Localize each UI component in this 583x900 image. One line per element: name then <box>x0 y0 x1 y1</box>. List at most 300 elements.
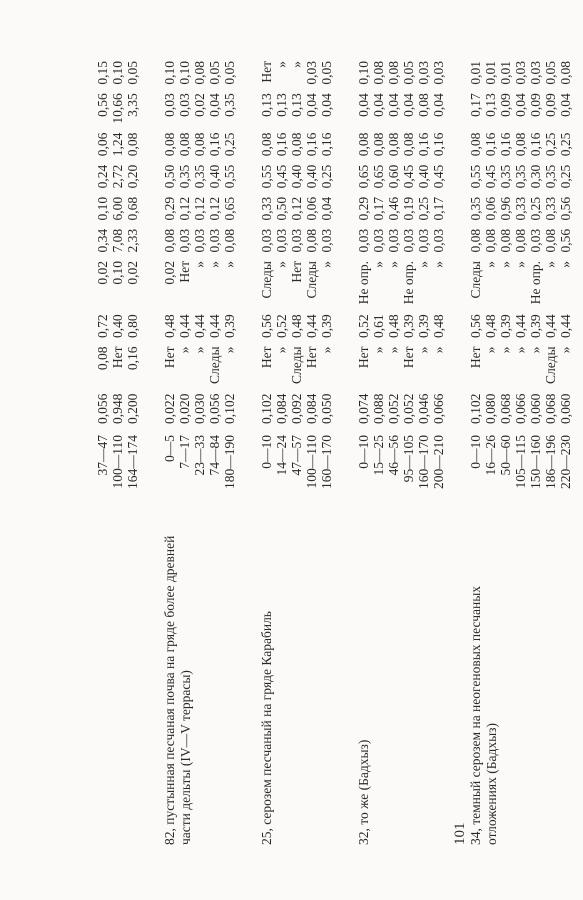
cell-value: » <box>274 61 289 68</box>
value-cell <box>237 255 334 308</box>
cell-value: 0,52 <box>356 314 371 338</box>
cell-value: 0,16 <box>274 132 289 157</box>
cell-value: 0,03 <box>259 228 274 253</box>
cell-value: 0,046 <box>416 393 431 424</box>
cell-value: 0,03 <box>528 228 543 253</box>
page-number: 101 <box>452 822 468 845</box>
cell-value: Не опр. <box>401 261 416 305</box>
cell-value: 0,35 <box>222 93 237 117</box>
cell-value: » <box>222 261 237 268</box>
value-cell <box>140 55 237 87</box>
value-cell <box>140 388 237 427</box>
cell-value: 0,17 <box>371 196 386 221</box>
cell-value: 0,052 <box>401 393 416 424</box>
cell-value: 0,19 <box>401 196 416 221</box>
cell-value: 0,16 <box>431 132 446 157</box>
cell-value: 0,39 <box>319 314 334 338</box>
value-cell <box>446 388 573 427</box>
cell-value: 0,16 <box>125 346 140 371</box>
cell-value: 0,084 <box>304 393 319 424</box>
cell-value: 1,24 <box>110 132 125 157</box>
cell-value: 2,72 <box>110 164 125 189</box>
table-row <box>140 55 237 845</box>
cell-value: 0,01 <box>468 61 483 85</box>
cell-value: 0,12 <box>177 196 192 221</box>
value-cell <box>446 191 573 223</box>
cell-value: 0,16 <box>319 132 334 157</box>
cell-value: 0,16 <box>498 132 513 157</box>
cell-value: 0,39 <box>401 314 416 338</box>
cell-value: 0,10 <box>110 261 125 285</box>
value-cell <box>446 159 573 191</box>
cell-value: 0,08 <box>356 132 371 157</box>
cell-value: 0,34 <box>95 228 110 253</box>
cell-value: 6,00 <box>110 196 125 221</box>
depth-value: 150—160 <box>528 435 543 489</box>
cell-value: 0,060 <box>558 393 573 424</box>
cell-value: 0,24 <box>95 164 110 189</box>
depth-value: 0—10 <box>356 435 371 469</box>
cell-value: Нет <box>468 346 483 369</box>
cell-value: Нет <box>259 61 274 83</box>
cell-value: 0,25 <box>558 164 573 189</box>
depth-value: 50—60 <box>498 435 513 476</box>
depth-value: 160—170 <box>416 435 431 489</box>
cell-value: 0,03 <box>177 93 192 117</box>
cell-value: 0,35 <box>498 164 513 189</box>
cell-value: 0,72 <box>95 314 110 338</box>
value-cell <box>237 388 334 427</box>
depth-value: 105—115 <box>513 435 528 489</box>
value-cell <box>95 308 140 340</box>
depth-cell <box>140 427 237 511</box>
cell-value: 0,13 <box>274 93 289 117</box>
value-cell <box>237 127 334 159</box>
cell-value: 0,08 <box>95 346 110 371</box>
value-cell <box>237 191 334 223</box>
depth-value: 186—196 <box>543 435 558 489</box>
depth-value: 200—210 <box>431 435 446 489</box>
cell-value: » <box>222 346 237 354</box>
cell-value: 0,80 <box>125 314 140 338</box>
value-cell <box>140 159 237 191</box>
cell-value: 0,022 <box>162 393 177 424</box>
depth-value: 74—84 <box>207 435 222 476</box>
cell-value: 0,44 <box>304 314 319 338</box>
cell-value: 0,56 <box>468 314 483 338</box>
cell-value: 0,10 <box>110 61 125 85</box>
cell-value: 0,05 <box>207 61 222 85</box>
depth-value: 160—170 <box>319 435 334 489</box>
value-cell <box>237 223 334 255</box>
depth-value: 220—230 <box>558 435 573 489</box>
cell-value: 0,05 <box>222 61 237 85</box>
cell-value: 0,102 <box>468 393 483 424</box>
depth-value: 46—56 <box>386 435 401 476</box>
cell-value: 0,03 <box>319 228 334 253</box>
cell-value: 0,25 <box>558 132 573 157</box>
cell-value: 0,12 <box>207 196 222 221</box>
value-cell <box>334 55 446 87</box>
cell-value: 0,03 <box>274 228 289 253</box>
cell-value: » <box>543 261 558 268</box>
table-row <box>95 55 140 845</box>
value-cell <box>237 87 334 126</box>
cell-value: 0,102 <box>222 393 237 424</box>
cell-value: 0,056 <box>207 393 222 424</box>
cell-value: » <box>319 261 334 268</box>
cell-value: » <box>386 261 401 268</box>
cell-value: » <box>558 261 573 268</box>
depth-value: 23—33 <box>192 435 207 476</box>
cell-value: 0,40 <box>304 164 319 189</box>
value-cell <box>95 340 140 387</box>
table-row <box>446 55 573 845</box>
cell-value: 0,08 <box>289 132 304 157</box>
depth-value: 0—5 <box>162 435 177 462</box>
depth-value: 0—10 <box>259 435 274 469</box>
cell-value: 0,25 <box>222 132 237 157</box>
depth-cell <box>237 427 334 511</box>
cell-value: 0,50 <box>274 196 289 221</box>
cell-value: 0,44 <box>543 314 558 338</box>
value-cell <box>446 340 573 387</box>
cell-value: 0,020 <box>177 393 192 424</box>
value-cell <box>334 255 446 308</box>
cell-value: 0,25 <box>543 132 558 157</box>
cell-value: 0,05 <box>125 61 140 85</box>
cell-value: 0,08 <box>371 61 386 85</box>
cell-value: 0,13 <box>259 93 274 117</box>
value-cell <box>140 87 237 126</box>
cell-value: 0,65 <box>356 164 371 189</box>
cell-value: 0,03 <box>416 228 431 253</box>
cell-value: 0,03 <box>177 228 192 253</box>
cell-value: 0,03 <box>431 228 446 253</box>
cell-value: 0,20 <box>125 164 140 189</box>
cell-value: 0,45 <box>401 164 416 189</box>
cell-value: » <box>483 261 498 268</box>
value-cell <box>334 308 446 340</box>
cell-value: 0,16 <box>304 132 319 157</box>
cell-value: 0,08 <box>416 93 431 117</box>
cell-value: 0,068 <box>498 393 513 424</box>
cell-value: 0,45 <box>431 164 446 189</box>
cell-value: » <box>483 346 498 354</box>
soil-description: 32, то же (Бадхыз) <box>356 739 371 845</box>
cell-value: 0,08 <box>177 132 192 157</box>
cell-value: 0,02 <box>125 261 140 285</box>
cell-value: 0,08 <box>543 228 558 253</box>
cell-value: 0,03 <box>386 228 401 253</box>
cell-value: 0,17 <box>468 93 483 117</box>
cell-value: 0,04 <box>558 93 573 117</box>
cell-value: 0,08 <box>125 132 140 157</box>
value-cell <box>237 55 334 87</box>
cell-value: Нет <box>177 261 192 283</box>
cell-value: 0,066 <box>513 393 528 424</box>
cell-value: 0,08 <box>192 61 207 85</box>
cell-value: 0,45 <box>274 164 289 189</box>
cell-value: 0,08 <box>162 132 177 157</box>
analysis-table <box>95 55 573 845</box>
cell-value: Нет <box>259 346 274 369</box>
cell-value: 0,03 <box>513 61 528 85</box>
value-cell <box>446 308 573 340</box>
cell-value: 0,08 <box>513 132 528 157</box>
depth-value: 15—25 <box>371 435 386 476</box>
cell-value: 0,55 <box>222 164 237 189</box>
cell-value: Нет <box>304 346 319 369</box>
cell-value: » <box>319 346 334 354</box>
cell-value: Нет <box>289 261 304 283</box>
cell-value: » <box>274 346 289 354</box>
value-cell <box>334 388 446 427</box>
cell-value: 0,08 <box>558 61 573 85</box>
cell-value: Следы <box>289 346 304 384</box>
cell-value: 0,08 <box>401 132 416 157</box>
value-cell <box>95 159 140 191</box>
cell-value: 0,39 <box>498 314 513 338</box>
cell-value: 0,068 <box>543 393 558 424</box>
cell-value: » <box>416 346 431 354</box>
cell-value: 0,03 <box>371 228 386 253</box>
cell-value: 0,35 <box>513 164 528 189</box>
cell-value: 0,35 <box>468 196 483 221</box>
cell-value: Нет <box>110 346 125 369</box>
cell-value: Следы <box>259 261 274 299</box>
cell-value: 0,05 <box>543 61 558 85</box>
cell-value: 0,25 <box>416 196 431 221</box>
cell-value: 0,04 <box>371 93 386 117</box>
cell-value: 0,08 <box>259 132 274 157</box>
cell-value: 0,33 <box>543 196 558 221</box>
cell-value: 0,948 <box>110 393 125 424</box>
cell-value: 0,200 <box>125 393 140 424</box>
cell-value: 0,33 <box>513 196 528 221</box>
cell-value: 0,080 <box>483 393 498 424</box>
cell-value: 0,52 <box>274 314 289 338</box>
cell-value: 0,15 <box>95 61 110 85</box>
cell-value: » <box>274 261 289 268</box>
cell-value: Нет <box>162 346 177 369</box>
cell-value: 0,48 <box>162 314 177 338</box>
cell-value: 0,35 <box>543 164 558 189</box>
depth-value: 16—26 <box>483 435 498 476</box>
cell-value: 0,35 <box>177 164 192 189</box>
value-cell <box>237 340 334 387</box>
depth-value: 47—57 <box>289 435 304 476</box>
depth-cell <box>95 427 140 511</box>
value-cell <box>334 223 446 255</box>
cell-value: » <box>558 346 573 354</box>
cell-value: 0,68 <box>125 196 140 221</box>
cell-value: 0,12 <box>192 196 207 221</box>
cell-value: 0,25 <box>319 164 334 189</box>
cell-value: 0,04 <box>401 93 416 117</box>
cell-value: 0,39 <box>222 314 237 338</box>
cell-value: » <box>513 346 528 354</box>
cell-value: 0,44 <box>177 314 192 338</box>
cell-value: 0,10 <box>177 61 192 85</box>
cell-value: 0,45 <box>483 164 498 189</box>
cell-value: » <box>498 261 513 268</box>
value-cell <box>95 223 140 255</box>
cell-value: 0,25 <box>528 196 543 221</box>
cell-value: » <box>416 261 431 268</box>
cell-value: 0,40 <box>289 164 304 189</box>
value-cell <box>140 127 237 159</box>
cell-value: 0,074 <box>356 393 371 424</box>
cell-value: 0,03 <box>304 61 319 85</box>
cell-value: 0,44 <box>192 314 207 338</box>
cell-value: 0,08 <box>222 228 237 253</box>
cell-value: 0,35 <box>192 164 207 189</box>
cell-value: 0,48 <box>386 314 401 338</box>
cell-value: 0,066 <box>431 393 446 424</box>
cell-value: 0,05 <box>319 61 334 85</box>
cell-value: 0,08 <box>498 228 513 253</box>
cell-value: 0,102 <box>259 393 274 424</box>
cell-value: 0,05 <box>401 61 416 85</box>
cell-value: 0,08 <box>192 132 207 157</box>
value-cell <box>334 127 446 159</box>
depth-value: 180—190 <box>222 435 237 489</box>
cell-value: 0,06 <box>95 132 110 157</box>
cell-value: 0,08 <box>371 132 386 157</box>
value-cell <box>446 223 573 255</box>
cell-value: 0,06 <box>304 196 319 221</box>
cell-value: 0,03 <box>207 228 222 253</box>
cell-value: 0,39 <box>528 314 543 338</box>
cell-value: 0,16 <box>528 132 543 157</box>
depth-value: 100—110 <box>110 435 125 489</box>
cell-value: 0,03 <box>528 61 543 85</box>
value-cell <box>140 308 237 340</box>
cell-value: 0,40 <box>416 164 431 189</box>
value-cell <box>334 159 446 191</box>
cell-value: 0,48 <box>483 314 498 338</box>
cell-value: Нет <box>356 346 371 369</box>
cell-value: 0,056 <box>95 393 110 424</box>
cell-value: 0,48 <box>431 314 446 338</box>
cell-value: 0,50 <box>162 164 177 189</box>
cell-value: 0,61 <box>371 314 386 338</box>
cell-value: 0,55 <box>259 164 274 189</box>
depth-value: 95—105 <box>401 435 416 483</box>
cell-value: Следы <box>207 346 222 384</box>
cell-value: 0,03 <box>416 61 431 85</box>
value-cell <box>446 127 573 159</box>
cell-value: 0,65 <box>371 164 386 189</box>
value-cell <box>140 255 237 308</box>
cell-value: » <box>207 261 222 268</box>
cell-value: 0,09 <box>528 93 543 117</box>
cell-value: 0,16 <box>207 132 222 157</box>
value-cell <box>95 55 140 87</box>
cell-value: 0,56 <box>558 228 573 253</box>
cell-value: 0,55 <box>468 164 483 189</box>
cell-value: 7,08 <box>110 228 125 253</box>
cell-value: 0,08 <box>468 132 483 157</box>
depth-value: 0—10 <box>468 435 483 469</box>
cell-value: Не опр. <box>356 261 371 305</box>
cell-value: 0,08 <box>304 228 319 253</box>
cell-value: » <box>386 346 401 354</box>
value-cell <box>95 127 140 159</box>
cell-value: 0,56 <box>558 196 573 221</box>
cell-value: » <box>513 261 528 268</box>
cell-value: Следы <box>468 261 483 299</box>
cell-value: 0,13 <box>483 93 498 117</box>
cell-value: 0,10 <box>162 61 177 85</box>
cell-value: » <box>498 346 513 354</box>
value-cell <box>140 191 237 223</box>
soil-description: 82, пустынная песчаная почва на гряде более древней части дельты (IV—V террасы) <box>162 535 193 845</box>
cell-value: 0,60 <box>386 164 401 189</box>
depth-cell <box>446 427 573 511</box>
cell-value: Нет <box>401 346 416 369</box>
cell-value: » <box>192 346 207 354</box>
cell-value: 0,052 <box>386 393 401 424</box>
cell-value: 0,08 <box>513 228 528 253</box>
cell-value: 0,04 <box>386 93 401 117</box>
table-row <box>334 55 446 845</box>
cell-value: 0,08 <box>483 228 498 253</box>
cell-value: 0,03 <box>162 93 177 117</box>
cell-value: 0,16 <box>483 132 498 157</box>
cell-value: 0,03 <box>289 228 304 253</box>
cell-value: 0,088 <box>371 393 386 424</box>
cell-value: 0,01 <box>483 61 498 85</box>
cell-value: » <box>192 261 207 268</box>
cell-value: 0,03 <box>401 228 416 253</box>
cell-value: 0,09 <box>498 93 513 117</box>
value-cell <box>95 191 140 223</box>
cell-value: 0,08 <box>386 132 401 157</box>
cell-value: 0,10 <box>356 61 371 85</box>
depth-value: 37—47 <box>95 435 110 476</box>
soil-description: 25, серозем песчаный на гряде Карабиль <box>259 611 274 845</box>
cell-value: 0,060 <box>528 393 543 424</box>
cell-value: 0,40 <box>110 314 125 338</box>
cell-value: 0,01 <box>498 61 513 85</box>
cell-value: » <box>431 261 446 268</box>
cell-value: 0,10 <box>95 196 110 221</box>
cell-value: 0,44 <box>207 314 222 338</box>
value-cell <box>446 87 573 126</box>
depth-value: 7—17 <box>177 435 192 469</box>
cell-value: 0,33 <box>259 196 274 221</box>
value-cell <box>334 87 446 126</box>
cell-value: 0,12 <box>289 196 304 221</box>
cell-value: 0,30 <box>528 164 543 189</box>
cell-value: 0,02 <box>95 261 110 285</box>
cell-value: » <box>431 346 446 354</box>
cell-value: 0,03 <box>192 228 207 253</box>
soil-description <box>95 511 140 845</box>
value-cell <box>237 159 334 191</box>
soil-description: 34, темный серозем на неогеновых песчаных отложениях (Бадхыз) <box>468 585 499 845</box>
value-cell <box>334 340 446 387</box>
cell-value: 0,084 <box>274 393 289 424</box>
cell-value: 0,04 <box>207 93 222 117</box>
cell-value: 0,96 <box>498 196 513 221</box>
depth-value: 14—24 <box>274 435 289 476</box>
cell-value: Следы <box>543 346 558 384</box>
cell-value: 0,04 <box>319 93 334 117</box>
cell-value: 0,44 <box>513 314 528 338</box>
